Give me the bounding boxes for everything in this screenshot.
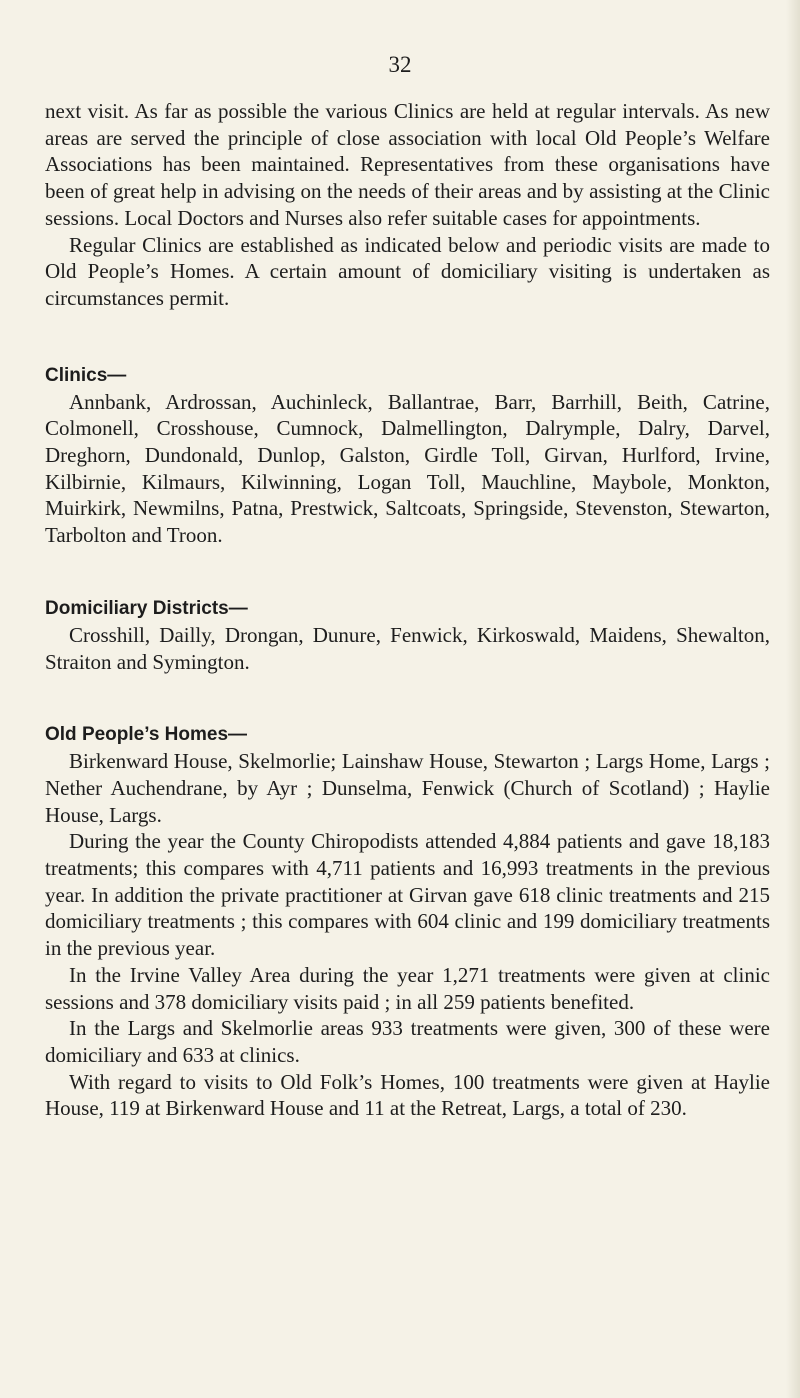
page-edge-shadow [786,0,800,1398]
final-paragraph-1: During the year the County Chiropodists attended 4,884 patients and gave 18,183 treatments; this compares with 4,711 patients and 16,993 treatments in the previous year. In addition the private practitioner at Girvan gave 618 clinic treatments and 215 domiciliary treatments ; this compares with 604 clinic and 199 domiciliary treatments in the previous year. [45,829,770,961]
clinics-heading: Clinics— [45,364,127,386]
final-paragraph-3: In the Largs and Skelmorlie areas 933 treatments were given, 300 of these were domiciliary and 633 at clinics. [45,1016,770,1067]
domiciliary-list: Crosshill, Dailly, Drongan, Dunure, Fenwick, Kirkoswald, Maidens, Shewalton, Straiton and Symington. [45,622,770,674]
final-paragraph-4: With regard to visits to Old Folk’s Homes, 100 treatments were given at Haylie House, 119 at Birkenward House and 11 at the Retreat, Largs, a total of 230. [45,1069,770,1121]
final-paragraph-2: In the Irvine Valley Area during the year 1,271 treatments were given at clinic sessions and 378 domiciliary visits paid ; in all 259 patients benefited. [45,962,770,1014]
homes-heading: Old People’s Homes— [45,724,248,746]
domiciliary-heading: Domiciliary Districts— [45,597,248,619]
clinics-list: Annbank, Ardrossan, Auchinleck, Ballantrae, Barr, Barrhill, Beith, Catrine, Colmonell, Crosshouse, Cumnock, Dalmellington, Dalrymple, Dalry, Darvel, Dreghorn, Dundonald, Dunlop, Galston, Girdle Toll, Girvan, Hurlford, Irvine, Kilbirnie, Kilmaurs, Kilwinning, Logan Toll, Mauchline, Maybole, Monkton, Muirkirk, Newmilns, Patna, Prestwick, Saltcoats, Springside, Stevenston, Stewarton, Tarbolton and Troon. [45,389,770,548]
homes-list: Birkenward House, Skelmorlie; Lainshaw House, Stewarton ; Largs Home, Largs ; Nether Auchendrane, by Ayr ; Dunselma, Fenwick (Church of Scotland) ; Haylie House, Largs. [45,749,770,827]
body-text [45,98,770,1122]
page-number: 32 [388,52,412,77]
intro-paragraph-1: next visit. As far as possible the various Clinics are held at regular intervals. As new areas are served the principle of close association with local Old People’s Welfare Associations has been maintained. Representatives from these organisations have been of great help in advising on the needs of their areas and by assisting at the Clinic sessions. Local Doctors and Nurses also refer suitable cases for appointments. [45,99,770,230]
intro-paragraph-2: Regular Clinics are established as indicated below and periodic visits are made to Old People’s Homes. A certain amount of domiciliary visiting is undertaken as circumstances permit. [45,232,770,310]
